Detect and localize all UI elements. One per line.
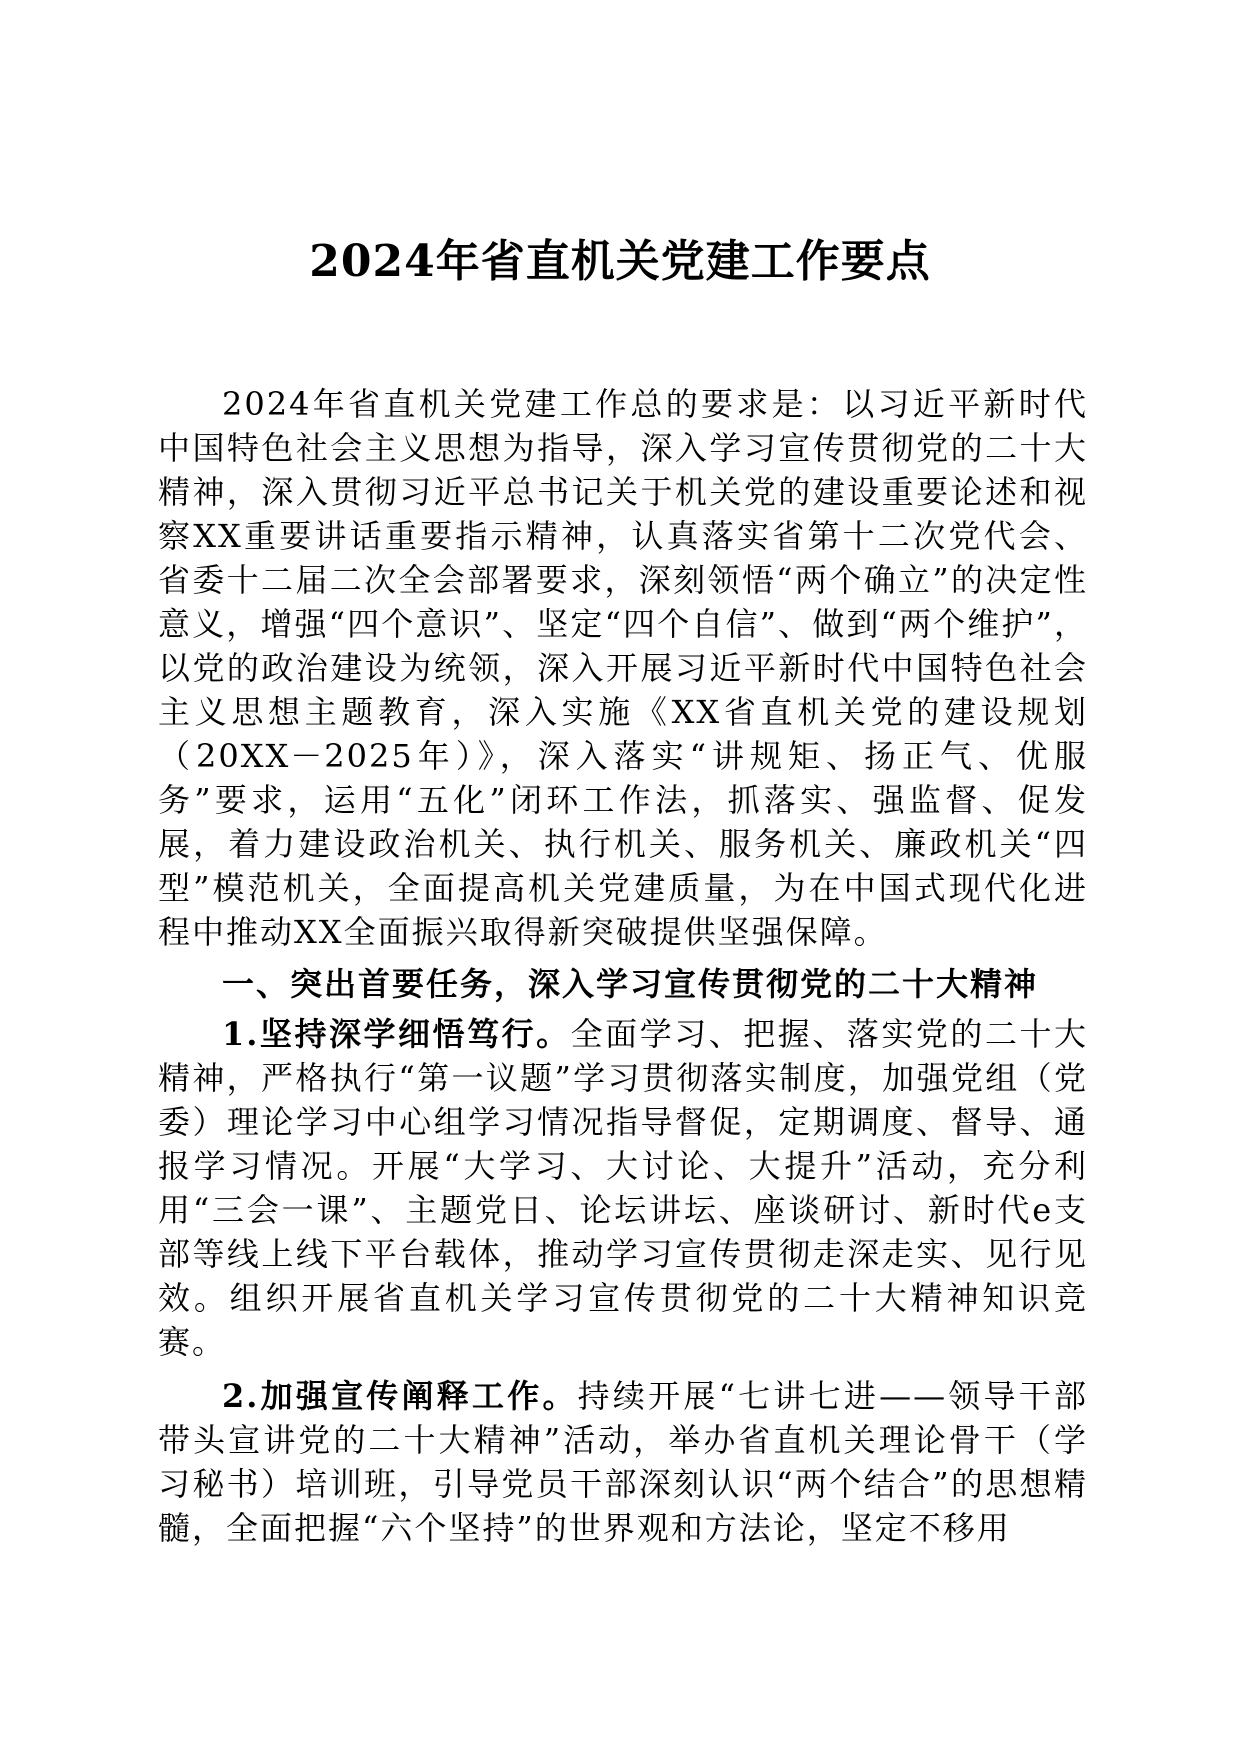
intro-paragraph: 2024年省直机关党建工作总的要求是：以习近平新时代中国特色社会主义思想为指导，深入学习宣传贯彻党的二十大精神，深入贯彻习近平总书记关于机关党的建设重要论述和视察XX重要讲话重要指示精神，认真落实省第十二次党代会、省委十二届二次全会部署要求，深刻领悟“两个确立”的决定性意义，增强“四个意识”、坚定“四个自信”、做到“两个维护”，以党的政治建设为统领，深入开展习近平新时代中国特色社会主义思想主题教育，深入实施《XX省直机关党的建设规划（20XX－2025年）》，深入落实“讲规矩、扬正气、优服务”要求，运用“五化”闭环工作法，抓落实、强监督、促发展，着力建设政治机关、执行机关、服务机关、廉政机关“四型”模范机关，全面提高机关党建质量，为在中国式现代化进程中推动XX全面振兴取得新突破提供坚强保障。 [158, 385, 1088, 951]
item-paragraph-2 [158, 1374, 1088, 1550]
item-paragraph-1 [158, 1012, 1088, 1364]
item-text-2: 持续开展“七讲七进——领导干部带头宣讲党的二十大精神”活动，举办省直机关理论骨干（学习秘书）培训班，引导党员干部深刻认识“两个结合”的思想精髓，全面把握“六个坚持”的世界观和方法论，坚定不移用 [158, 1377, 1088, 1547]
item-lead-1: 1.坚持深学细悟笃行。 [222, 1015, 571, 1053]
item-text-1: 全面学习、把握、落实党的二十大精神，严格执行“第一议题”学习贯彻落实制度，加强党组（党委）理论学习中心组学习情况指导督促，定期调度、督导、通报学习情况。开展“大学习、大讨论、大提升”活动，充分利用“三会一课”、主题党日、论坛讲坛、座谈研讨、新时代e支部等线上线下平台载体，推动学习宣传贯彻走深走实、见行见效。组织开展省直机关学习宣传贯彻党的二十大精神知识竞赛。 [158, 1015, 1088, 1361]
document-body [158, 382, 1088, 1558]
item-lead-2: 2.加强宣传阐释工作。 [222, 1377, 578, 1415]
document-title: 2024年省直机关党建工作要点 [309, 236, 931, 287]
section-heading: 一、突出首要任务，深入学习宣传贯彻党的二十大精神 [222, 965, 1039, 1003]
